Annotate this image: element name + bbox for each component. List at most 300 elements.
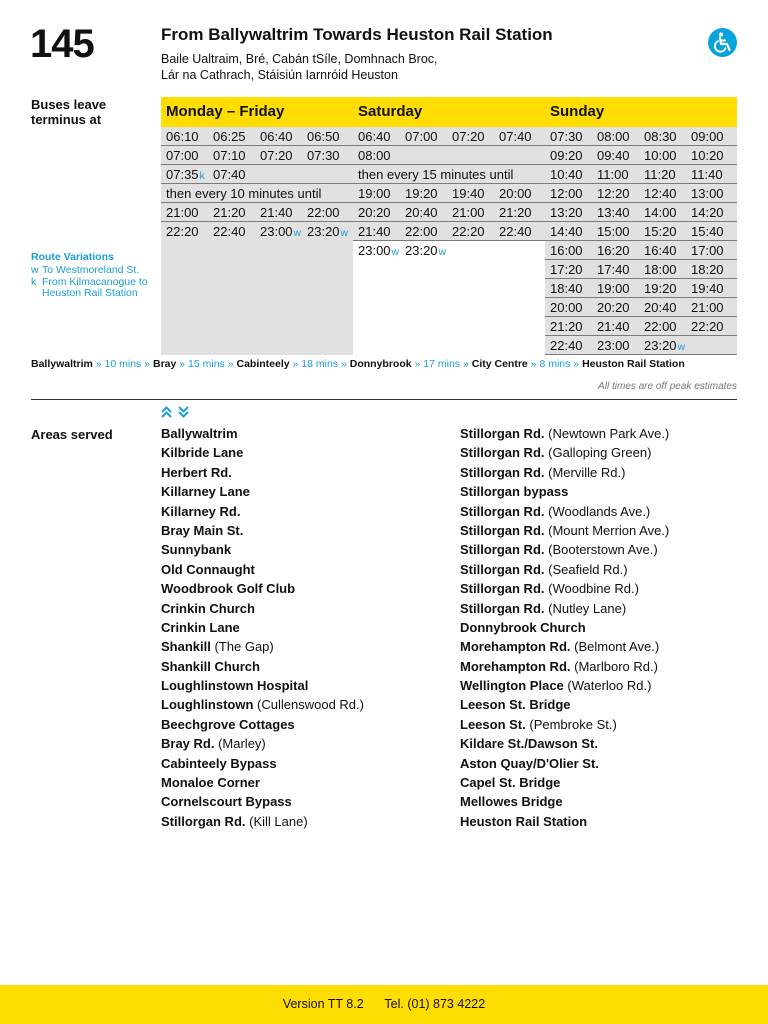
departure-time [161, 205, 208, 220]
area-item [460, 795, 669, 814]
departure-time [255, 129, 302, 144]
time-value: 09:40 [597, 147, 630, 163]
time-value: 20:00 [499, 185, 532, 201]
departure-time [545, 148, 592, 163]
area-item [161, 679, 364, 698]
time-value: 14:20 [691, 204, 724, 220]
area-name: Killarney Lane [161, 484, 250, 500]
time-value: 16:20 [597, 242, 630, 258]
journey-stop: Cabinteely [236, 358, 290, 370]
journey-stop: City Centre [471, 358, 528, 370]
time-value: 20:20 [358, 204, 391, 220]
double-chevron-up-icon [161, 406, 172, 421]
time-value: 07:20 [260, 147, 293, 163]
time-value: 16:00 [550, 242, 583, 258]
time-value: 19:20 [644, 280, 677, 296]
frequency-note: then every 10 minutes until [166, 185, 322, 201]
timetable-row [353, 203, 545, 222]
timetable-row [353, 127, 545, 146]
variation-code: k [31, 276, 37, 288]
area-detail: (Merville Rd.) [548, 464, 626, 480]
day-heading: Sunday [545, 97, 737, 127]
departure-time [686, 224, 733, 239]
telephone-text: Tel. (01) 873 4222 [384, 997, 486, 1011]
time-value: 21:20 [499, 204, 532, 220]
area-item [460, 621, 669, 640]
area-name: Monaloe Corner [161, 775, 260, 791]
journey-duration: 8 mins [539, 358, 571, 370]
area-item [460, 602, 669, 621]
area-name: Stillorgan Rd. [460, 426, 545, 441]
departure-time [353, 224, 400, 239]
departure-time [545, 338, 592, 353]
departure-time [545, 224, 592, 239]
variation-marker: k [199, 169, 205, 182]
timetable-row [161, 165, 353, 184]
departure-time [545, 243, 592, 258]
time-value: 23:00 [358, 243, 391, 258]
area-name: Killarney Rd. [161, 503, 241, 519]
timetable-row [353, 165, 545, 184]
departure-time [592, 148, 639, 163]
route-variations [31, 252, 156, 298]
time-value: 23:00 [597, 337, 630, 353]
timetable-saturday [353, 97, 545, 355]
departure-time [686, 186, 733, 201]
area-item [460, 485, 669, 504]
departure-time [208, 148, 255, 163]
area-name: Shankill [161, 639, 211, 655]
time-value: 06:25 [213, 128, 246, 144]
area-item [460, 543, 669, 562]
departure-time [545, 281, 592, 296]
time-value: 23:20 [307, 224, 340, 239]
time-value: 07:30 [550, 128, 583, 144]
departure-time [208, 167, 255, 182]
timetable-monday-friday [161, 97, 353, 355]
area-name: Wellington Place [460, 678, 564, 694]
separator: » [179, 358, 186, 370]
page-title: From Ballywaltrim Towards Heuston Rail Station [161, 25, 553, 44]
area-item [460, 679, 669, 698]
separator: » [340, 358, 347, 370]
area-item [161, 446, 364, 465]
departure-time [447, 224, 494, 239]
buses-leave-label: Buses leave terminus at [31, 97, 107, 127]
area-name: Herbert Rd. [161, 464, 232, 480]
departure-time [686, 243, 733, 258]
journey-duration: 17 mins [423, 358, 461, 370]
time-value: 08:00 [597, 128, 630, 144]
time-value: 09:20 [550, 147, 583, 163]
departure-time [302, 205, 349, 220]
area-name: Stillorgan Rd. [460, 464, 545, 480]
departure-time [208, 224, 255, 239]
journey-stop: Heuston Rail Station [582, 358, 685, 370]
area-item [161, 582, 364, 601]
timetable-row [545, 241, 737, 260]
area-name: Cabinteely Bypass [161, 755, 277, 771]
area-item [161, 427, 364, 446]
variation-code: w [31, 263, 39, 276]
time-value: 13:20 [550, 204, 583, 220]
timetable-row [545, 203, 737, 222]
area-name: Old Connaught [161, 561, 255, 577]
area-detail: (Woodlands Ave.) [548, 503, 651, 519]
area-item [161, 737, 364, 756]
time-value: 17:20 [550, 261, 583, 277]
journey-duration: 18 mins [301, 358, 339, 370]
time-value: 10:20 [691, 147, 724, 163]
time-value: 22:20 [691, 318, 724, 334]
area-item [460, 776, 669, 795]
area-name: Morehampton Rd. [460, 639, 571, 655]
area-item [161, 776, 364, 795]
area-name: Shankill Church [161, 658, 260, 674]
departure-time [639, 205, 686, 220]
areas-column [161, 427, 364, 834]
area-name: Bray Rd. [161, 736, 215, 752]
area-item [161, 815, 364, 834]
subtitle-line: Baile Ualtraim, Bré, Cabán tSíle, Domhnach Broc, [161, 52, 438, 66]
time-value: 12:40 [644, 185, 677, 201]
time-value: 19:00 [597, 280, 630, 296]
departure-time [302, 224, 349, 239]
timetable-row [545, 336, 737, 355]
time-value: 21:00 [691, 299, 724, 315]
departure-time [686, 281, 733, 296]
departure-time [639, 319, 686, 334]
time-value: 22:00 [405, 223, 438, 239]
area-item [460, 660, 669, 679]
journey-duration: 10 mins [104, 358, 142, 370]
time-value: 22:00 [644, 318, 677, 334]
time-value: 22:00 [307, 204, 340, 220]
route-variation-item [31, 277, 156, 298]
departure-time [592, 129, 639, 144]
departure-time [400, 224, 447, 239]
departure-time [639, 186, 686, 201]
area-item [161, 524, 364, 543]
day-heading: Monday – Friday [161, 97, 353, 127]
area-item [460, 757, 669, 776]
time-value: 14:00 [644, 204, 677, 220]
area-item [460, 737, 669, 756]
version-text: Version TT 8.2 [282, 997, 364, 1011]
timetable-row [545, 260, 737, 279]
departure-time [494, 224, 541, 239]
time-value: 18:00 [644, 261, 677, 277]
time-value: 12:00 [550, 185, 583, 201]
departure-time [302, 148, 349, 163]
timetable-row [545, 165, 737, 184]
area-name: Beechgrove Cottages [161, 716, 295, 732]
departure-time [447, 129, 494, 144]
departure-time [686, 319, 733, 334]
area-name: Bray Main St. [161, 522, 244, 538]
time-value: 13:40 [597, 204, 630, 220]
time-value: 21:20 [213, 204, 246, 220]
timetable-row [353, 241, 545, 260]
area-item [161, 795, 364, 814]
times-body [545, 127, 737, 355]
area-name: Donnybrook Church [460, 619, 586, 635]
departure-time [545, 300, 592, 315]
wheelchair-icon [708, 28, 737, 57]
departure-time [639, 224, 686, 239]
departure-time [400, 243, 447, 258]
area-detail: (Galloping Green) [548, 445, 652, 461]
departure-time [639, 300, 686, 315]
separator: » [227, 358, 234, 370]
time-value: 22:20 [166, 224, 199, 239]
time-value: 06:40 [260, 128, 293, 144]
time-value: 09:00 [691, 128, 724, 144]
area-item [460, 698, 669, 717]
time-value: 22:40 [499, 223, 532, 239]
time-value: 19:00 [358, 185, 391, 201]
departure-time [353, 243, 400, 258]
area-name: Heuston Rail Station [460, 813, 588, 829]
area-item [161, 640, 364, 659]
timetable-row [545, 317, 737, 336]
area-item [161, 466, 364, 485]
area-detail: (Nutley Lane) [548, 600, 627, 616]
area-name: Aston Quay/D'Olier St. [460, 755, 599, 771]
area-name: Morehampton Rd. [460, 658, 571, 674]
divider [31, 399, 737, 400]
area-item [161, 485, 364, 504]
times-body [353, 127, 545, 355]
time-value: 08:30 [644, 128, 677, 144]
variation-marker: w [293, 227, 302, 239]
variation-text: To Westmoreland St. [42, 263, 140, 276]
area-item [460, 563, 669, 582]
journey-stop: Ballywaltrim [31, 358, 93, 370]
separator: » [462, 358, 469, 370]
area-name: Stillorgan Rd. [460, 561, 545, 577]
time-value: 23:00 [260, 224, 293, 239]
direction-arrows [161, 406, 189, 421]
departure-time [639, 129, 686, 144]
departure-time [592, 224, 639, 239]
time-value: 15:00 [597, 223, 630, 239]
departure-time [686, 262, 733, 277]
time-value: 07:00 [405, 128, 438, 144]
time-value: 21:20 [550, 318, 583, 334]
variation-marker: w [438, 246, 447, 258]
departure-time [686, 167, 733, 182]
times-body [161, 127, 353, 355]
departure-time [639, 243, 686, 258]
departure-time [592, 281, 639, 296]
time-value: 07:40 [499, 128, 532, 144]
timetable-row [545, 127, 737, 146]
departure-time [545, 186, 592, 201]
area-item [161, 718, 364, 737]
timetable-row [161, 146, 353, 165]
separator: » [414, 358, 421, 370]
departure-time [400, 129, 447, 144]
area-item [161, 543, 364, 562]
departure-time [208, 205, 255, 220]
departure-time [592, 205, 639, 220]
area-name: Loughlinstown Hospital [161, 678, 309, 694]
time-value: 11:20 [644, 166, 676, 182]
departure-time [545, 129, 592, 144]
time-value: 21:00 [452, 204, 485, 220]
departure-time [400, 205, 447, 220]
time-value: 20:40 [644, 299, 677, 315]
departure-time [353, 129, 400, 144]
time-value: 19:40 [691, 280, 724, 296]
time-value: 10:00 [644, 147, 677, 163]
time-value: 19:20 [405, 185, 438, 201]
area-name: Crinkin Church [161, 600, 255, 616]
route-variation-item [31, 265, 156, 276]
time-value: 07:35 [166, 166, 199, 182]
time-value: 15:40 [691, 223, 724, 239]
time-value: 08:00 [358, 147, 391, 163]
area-detail: (The Gap) [214, 639, 274, 655]
area-name: Capel St. Bridge [460, 775, 561, 791]
area-detail: (Cullenswood Rd.) [257, 697, 364, 713]
area-item [460, 446, 669, 465]
time-value: 21:40 [260, 204, 293, 220]
departure-time [255, 224, 302, 239]
departure-time [494, 129, 541, 144]
areas-served-label: Areas served [31, 427, 113, 442]
area-detail: (Marlboro Rd.) [574, 658, 658, 674]
timetable-row [161, 184, 353, 203]
timetable-sunday [545, 97, 737, 355]
area-detail: (Seafield Rd.) [548, 561, 628, 577]
area-detail: (Marley) [218, 736, 266, 752]
departure-time [545, 262, 592, 277]
separator: » [95, 358, 102, 370]
time-value: 07:40 [213, 166, 246, 182]
journey-times-line [31, 358, 685, 370]
route-number: 145 [30, 22, 94, 66]
time-value: 06:50 [307, 128, 340, 144]
area-name: Leeson St. [460, 716, 526, 732]
area-detail: (Newtown Park Ave.) [548, 426, 670, 441]
area-item [460, 718, 669, 737]
double-chevron-down-icon [178, 406, 189, 421]
area-item [460, 815, 669, 834]
time-value: 16:40 [644, 242, 677, 258]
departure-time [545, 319, 592, 334]
irish-subtitle [161, 51, 581, 83]
time-value: 13:00 [691, 185, 724, 201]
departure-time [208, 129, 255, 144]
departure-time [161, 148, 208, 163]
departure-time [494, 205, 541, 220]
area-detail: (Kill Lane) [249, 813, 308, 829]
departure-time [545, 205, 592, 220]
departure-time [592, 243, 639, 258]
area-item [460, 582, 669, 601]
variation-marker: w [340, 227, 349, 239]
time-value: 06:10 [166, 128, 199, 144]
area-item [161, 757, 364, 776]
area-name: Ballywaltrim [161, 426, 238, 441]
area-item [460, 466, 669, 485]
separator: » [573, 358, 580, 370]
departure-time [639, 338, 686, 353]
departure-time [592, 300, 639, 315]
area-name: Stillorgan Rd. [460, 445, 545, 461]
area-name: Stillorgan Rd. [460, 600, 545, 616]
area-name: Cornelscourt Bypass [161, 794, 292, 810]
footer [0, 985, 768, 1024]
journey-duration: 15 mins [188, 358, 225, 370]
area-name: Stillorgan Rd. [161, 813, 246, 829]
departure-time [592, 167, 639, 182]
separator: » [292, 358, 299, 370]
area-name: Stillorgan Rd. [460, 522, 545, 538]
area-name: Stillorgan Rd. [460, 542, 545, 558]
variation-marker: w [677, 340, 686, 353]
departure-time [639, 148, 686, 163]
departure-time [639, 167, 686, 182]
area-item [460, 505, 669, 524]
area-detail: (Pembroke St.) [529, 716, 617, 732]
area-item [161, 505, 364, 524]
variation-text: From Kilmacanogue to Heuston Rail Station [42, 276, 148, 299]
area-item [460, 524, 669, 543]
timetable-row [545, 222, 737, 241]
timetable-row [545, 298, 737, 317]
area-item [161, 563, 364, 582]
time-value: 20:20 [597, 299, 630, 315]
time-value: 11:40 [691, 166, 723, 182]
area-item [161, 621, 364, 640]
area-name: Stillorgan Rd. [460, 581, 545, 597]
departure-time [255, 205, 302, 220]
time-value: 21:40 [358, 223, 391, 239]
timetable-row [353, 222, 545, 241]
departure-time [353, 186, 400, 201]
departure-time [353, 205, 400, 220]
area-item [460, 640, 669, 659]
separator: » [530, 358, 537, 370]
departure-time [592, 338, 639, 353]
time-value: 10:40 [550, 166, 583, 182]
departure-time [161, 129, 208, 144]
area-name: Kildare St./Dawson St. [460, 736, 598, 752]
departure-time [686, 129, 733, 144]
time-value: 17:00 [691, 242, 724, 258]
day-heading: Saturday [353, 97, 545, 127]
time-value: 15:20 [644, 223, 677, 239]
time-value: 23:20 [644, 337, 677, 353]
departure-time [686, 300, 733, 315]
time-value: 20:40 [405, 204, 438, 220]
time-value: 22:20 [452, 223, 485, 239]
time-value: 07:20 [452, 128, 485, 144]
time-value: 20:00 [550, 299, 583, 315]
departure-time [639, 262, 686, 277]
area-detail: (Belmont Ave.) [574, 639, 660, 655]
time-value: 12:20 [597, 185, 630, 201]
departure-time [686, 205, 733, 220]
area-detail: (Waterloo Rd.) [567, 678, 652, 694]
area-item [161, 660, 364, 679]
journey-stop: Bray [153, 358, 177, 370]
time-value: 07:10 [213, 147, 246, 163]
area-item [161, 602, 364, 621]
